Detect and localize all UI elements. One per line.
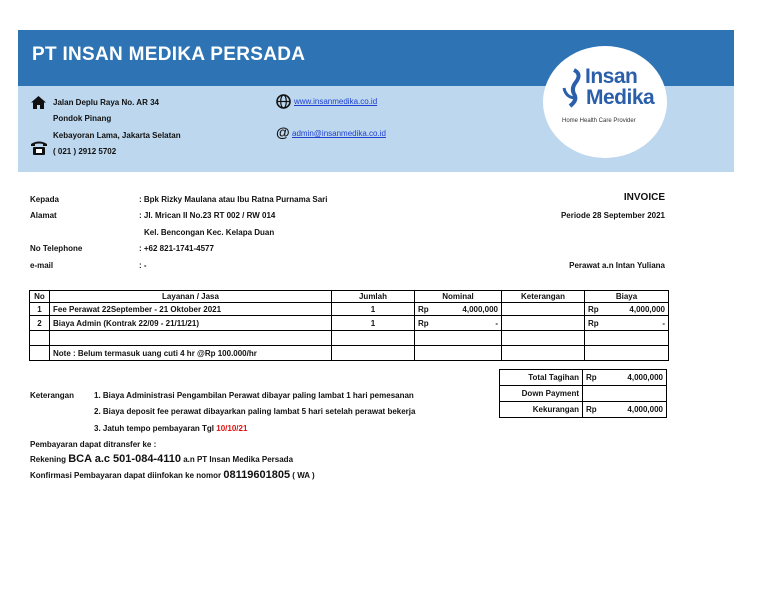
alamat-value-2: Kel. Bencongan Kec. Kelapa Duan — [144, 228, 275, 237]
phone-icon — [30, 140, 48, 155]
col-header-keterangan: Keterangan — [502, 291, 585, 303]
perawat-name: Perawat a.n Intan Yuliana — [569, 261, 665, 270]
keterangan-item-1: 1. Biaya Administrasi Pengambilan Perawat dibayar paling lambat 1 hari pemesanan — [94, 391, 414, 400]
col-header-nominal: Nominal — [415, 291, 502, 303]
kekurangan-value: 4,000,000 — [627, 405, 663, 414]
row-nominal — [415, 303, 502, 316]
rek-prefix: Rekening — [30, 455, 69, 464]
kepada-label: Kepada — [30, 195, 59, 204]
col-header-layanan: Layanan / Jasa — [50, 291, 332, 303]
alamat-value-1: : Jl. Mrican II No.23 RT 002 / RW 014 — [139, 211, 276, 220]
rek-bank: BCA a.c 501-084-4110 — [68, 453, 181, 465]
table-header-row — [30, 291, 669, 303]
payment-intro: Pembayaran dapat ditransfer ke : — [30, 440, 157, 449]
address-line-2: Pondok Pinang — [53, 114, 112, 123]
nominal-value: - — [495, 318, 498, 328]
total-tagihan-value: 4,000,000 — [627, 373, 663, 382]
table-row — [30, 316, 669, 331]
biaya-value: 4,000,000 — [629, 304, 665, 314]
phone-label: No Telephone — [30, 244, 83, 253]
address-line-3: Kebayoran Lama, Jakarta Selatan — [53, 131, 181, 140]
nominal-value: 4,000,000 — [462, 304, 498, 314]
total-tagihan-cell — [583, 370, 667, 386]
row-jumlah: 1 — [332, 303, 415, 316]
due-prefix: 3. Jatuh tempo pembayaran Tgl — [94, 424, 217, 433]
logo-text-medika: Medika — [586, 86, 655, 109]
col-header-biaya: Biaya — [585, 291, 669, 303]
konf-number: 08119601805 — [223, 469, 291, 481]
row-biaya — [585, 303, 669, 316]
row-biaya — [585, 316, 669, 331]
table-row — [30, 303, 669, 316]
row-no: 2 — [30, 316, 50, 331]
globe-icon — [276, 94, 291, 109]
currency: Rp — [586, 405, 597, 414]
due-date: 10/10/21 — [216, 424, 248, 433]
table-row-note — [30, 346, 669, 361]
row-nominal — [415, 316, 502, 331]
down-payment-label: Down Payment — [500, 386, 583, 402]
row-keterangan — [502, 316, 585, 331]
col-header-jumlah: Jumlah — [332, 291, 415, 303]
payment-confirmation — [30, 469, 315, 481]
company-name: PT INSAN MEDIKA PERSADA — [32, 44, 306, 65]
invoice-items-table — [29, 290, 669, 361]
totals-table — [499, 369, 667, 418]
email-label: e-mail — [30, 261, 54, 270]
row-jumlah: 1 — [332, 316, 415, 331]
konf-prefix: Konfirmasi Pembayaran dapat diinfokan ke nomor — [30, 471, 224, 480]
kekurangan-label: Kekurangan — [500, 402, 583, 418]
kekurangan-cell — [583, 402, 667, 418]
rek-suffix: a.n PT Insan Medika Persada — [180, 455, 294, 464]
row-keterangan — [502, 303, 585, 316]
invoice-title: INVOICE — [623, 192, 665, 203]
home-icon — [31, 96, 46, 109]
invoice-periode: Periode 28 September 2021 — [560, 211, 665, 220]
at-sign-icon: @ — [276, 124, 290, 140]
row-no: 1 — [30, 303, 50, 316]
keterangan-label: Keterangan — [30, 391, 75, 400]
email-link[interactable]: admin@insanmedika.co.id — [292, 129, 386, 138]
logo-text-insan: Insan — [585, 65, 638, 88]
total-tagihan-label: Total Tagihan — [500, 370, 583, 386]
konf-suffix: ( WA ) — [290, 471, 315, 480]
phone-value: : +62 821-1741-4577 — [139, 244, 214, 253]
row-layanan: Biaya Admin (Kontrak 22/09 - 21/11/21) — [50, 316, 332, 331]
table-row-empty — [30, 331, 669, 346]
currency: Rp — [588, 318, 599, 328]
currency: Rp — [588, 304, 599, 314]
total-tagihan-row — [500, 370, 667, 386]
kekurangan-row — [500, 402, 667, 418]
email-value: : - — [139, 261, 147, 270]
currency: Rp — [586, 373, 597, 382]
down-payment-value — [583, 386, 667, 402]
website-link[interactable]: www.insanmedika.co.id — [294, 97, 378, 106]
table-note: Note : Belum termasuk uang cuti 4 hr @Rp 100.000/hr — [50, 346, 332, 361]
address-line-1: Jalan Deplu Raya No. AR 34 — [53, 98, 159, 107]
col-header-no: No — [30, 291, 50, 303]
row-layanan: Fee Perawat 22September - 21 Oktober 2021 — [50, 303, 332, 316]
keterangan-item-2: 2. Biaya deposit fee perawat dibayarkan paling lambat 5 hari setelah perawat bekerja — [94, 407, 416, 416]
payment-account — [30, 453, 293, 465]
currency: Rp — [418, 318, 429, 328]
keterangan-item-3 — [94, 424, 247, 433]
logo-tagline: Home Health Care Provider — [562, 118, 636, 124]
kepada-value: : Bpk Rizky Maulana atau Ibu Ratna Purnama Sari — [139, 195, 328, 204]
alamat-label: Alamat — [30, 211, 57, 220]
logo-mark-icon — [560, 68, 584, 108]
biaya-value: - — [662, 318, 665, 328]
down-payment-row — [500, 386, 667, 402]
currency: Rp — [418, 304, 429, 314]
company-phone: ( 021 ) 2912 5702 — [53, 147, 117, 156]
